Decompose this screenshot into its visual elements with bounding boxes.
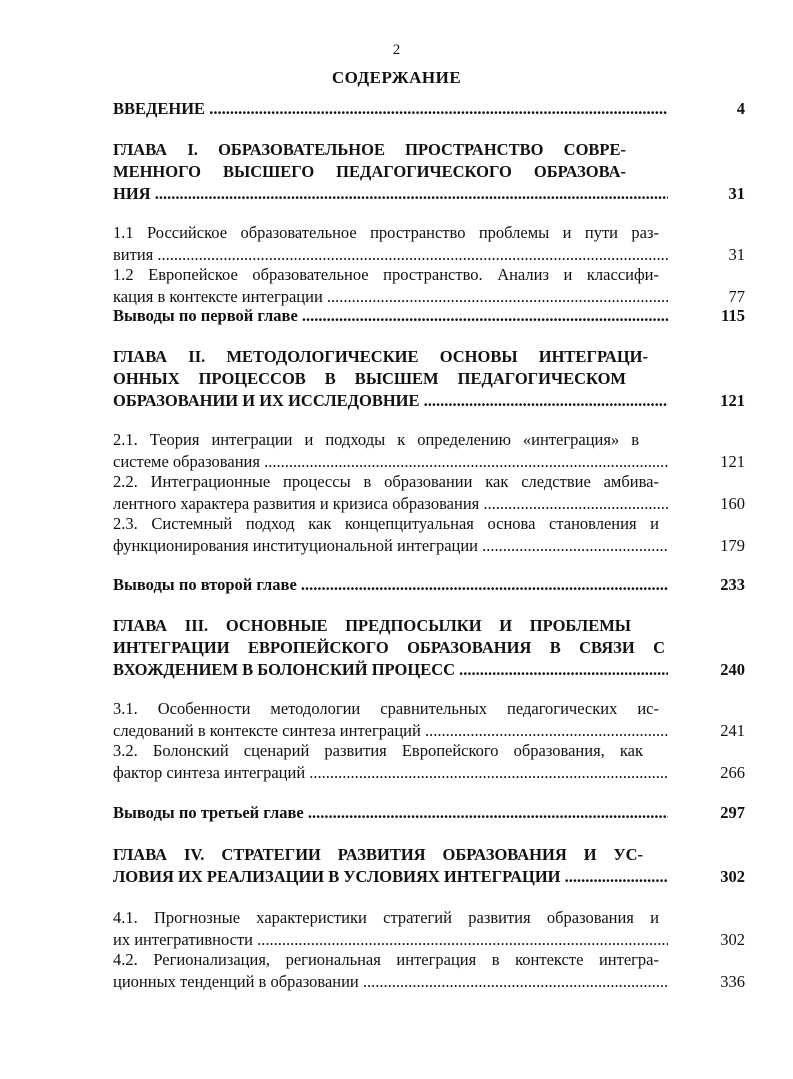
toc-entry-text: Выводы по второй главе ..... — [113, 574, 668, 596]
toc-entry-page: 115 — [721, 306, 745, 325]
toc-entry-text: следований в контексте синтеза интеграций ..... — [113, 720, 668, 742]
toc-entry-text: 2.3. Системный подход как концепцитуальная основа становления и — [113, 514, 659, 533]
toc-entry-1-2 — [113, 264, 745, 308]
toc-entry-text: их интегративности ..... — [113, 929, 668, 951]
toc-entry-chapter-1 — [113, 139, 745, 205]
toc-entry-text: 3.1. Особенности методологии сравнительных педагогических ис- — [113, 699, 659, 718]
toc-entry-text: ЛОВИЯ ИХ РЕАЛИЗАЦИИ В УСЛОВИЯХ ИНТЕГРАЦИИ ..... — [113, 866, 668, 888]
toc-entry-text: ционных тенденций в образовании ..... — [113, 971, 668, 993]
toc-entry-text: 3.2. Болонский сценарий развития Европейского образования, как — [113, 741, 643, 760]
toc-entry-page: 31 — [728, 245, 745, 264]
toc-entry-1-1 — [113, 222, 745, 266]
toc-entry-text: ВВЕДЕНИЕ ..... — [113, 98, 668, 120]
toc-entry-page: 121 — [720, 452, 745, 471]
toc-entry-text: ГЛАВА I. ОБРАЗОВАТЕЛЬНОЕ ПРОСТРАНСТВО СОВРЕ- — [113, 140, 626, 159]
toc-entry-text: НИЯ ..... — [113, 183, 668, 205]
toc-entry-introduction — [113, 98, 745, 120]
toc-entry-2-3 — [113, 513, 745, 557]
toc-entry-text: вития ..... — [113, 244, 668, 266]
toc-entry-page: 241 — [720, 721, 745, 740]
toc-entry-text: ОННЫХ ПРОЦЕССОВ В ВЫСШЕМ ПЕДАГОГИЧЕСКОМ — [113, 369, 626, 388]
toc-entry-page: 336 — [720, 972, 745, 991]
toc-entry-text: фактор синтеза интеграций ..... — [113, 762, 668, 784]
toc-entry-text: ИНТЕГРАЦИИ ЕВРОПЕЙСКОГО ОБРАЗОВАНИЯ В СВЯЗИ С — [113, 638, 665, 657]
toc-entry-text: ГЛАВА II. МЕТОДОЛОГИЧЕСКИЕ ОСНОВЫ ИНТЕГРАЦИ- — [113, 347, 648, 366]
toc-entry-text: 1.2 Европейское образовательное пространство. Анализ и классифи- — [113, 265, 659, 284]
toc-entry-text: 2.1. Теория интеграции и подходы к определению «интеграция» в — [113, 430, 639, 449]
toc-entry-text: 4.1. Прогнозные характеристики стратегий развития образования и — [113, 908, 659, 927]
toc-entry-page: 302 — [720, 930, 745, 949]
toc-entry-3-1 — [113, 698, 745, 742]
toc-entry-text: МЕННОГО ВЫСШЕГО ПЕДАГОГИЧЕСКОГО ОБРАЗОВА- — [113, 162, 626, 181]
toc-entry-chapter-2 — [113, 346, 745, 412]
toc-entry-page: 121 — [720, 391, 745, 410]
toc-heading: СОДЕРЖАНИЕ — [331, 68, 462, 87]
toc-entry-page: 4 — [736, 99, 745, 118]
toc-entry-page: 160 — [720, 494, 745, 513]
toc-entry-page: 179 — [720, 536, 745, 555]
toc-entry-2-1 — [113, 429, 745, 473]
page-number: 2 — [392, 42, 401, 58]
toc-entry-page: 31 — [728, 184, 745, 203]
toc-entry-text: 4.2. Регионализация, региональная интеграция в контексте интегра- — [113, 950, 659, 969]
toc-entry-conclusions-1 — [113, 305, 745, 327]
toc-entry-chapter-4 — [113, 844, 745, 888]
toc-entry-page: 266 — [720, 763, 745, 782]
toc-entry-text: функционирования институциональной интеграции ..... — [113, 535, 668, 557]
toc-entry-text: Выводы по третьей главе ..... — [113, 802, 668, 824]
toc-entry-text: 1.1 Российское образовательное пространство проблемы и пути раз- — [113, 223, 659, 242]
toc-entry-chapter-3 — [113, 615, 745, 681]
toc-entry-text: 2.2. Интеграционные процессы в образовании как следствие амбива- — [113, 472, 659, 491]
toc-entry-text: системе образования ..... — [113, 451, 668, 473]
toc-entry-page: 297 — [720, 803, 745, 822]
toc-entry-text: лентного характера развития и кризиса образования ..... — [113, 493, 668, 515]
toc-entry-text: кация в контексте интеграции ..... — [113, 286, 668, 308]
toc-entry-text: ОБРАЗОВАНИИ И ИХ ИССЛЕДОВНИЕ ..... — [113, 390, 668, 412]
toc-entry-conclusions-2 — [113, 574, 745, 596]
toc-entry-page: 77 — [728, 287, 745, 306]
toc-entry-2-2 — [113, 471, 745, 515]
toc-entry-3-2 — [113, 740, 745, 784]
toc-entry-page: 302 — [720, 867, 745, 886]
toc-entry-text: ВХОЖДЕНИЕМ В БОЛОНСКИЙ ПРОЦЕСС ..... — [113, 659, 668, 681]
toc-entry-4-1 — [113, 907, 745, 951]
toc-entry-text: ГЛАВА IV. СТРАТЕГИИ РАЗВИТИЯ ОБРАЗОВАНИЯ И УС- — [113, 845, 643, 864]
toc-entry-conclusions-3 — [113, 802, 745, 824]
toc-entry-text: ГЛАВА III. ОСНОВНЫЕ ПРЕДПОСЫЛКИ И ПРОБЛЕМЫ — [113, 616, 631, 635]
toc-entry-4-2 — [113, 949, 745, 993]
toc-entry-page: 240 — [720, 660, 745, 679]
toc-entry-page: 233 — [720, 575, 745, 594]
toc-entry-text: Выводы по первой главе ..... — [113, 305, 668, 327]
